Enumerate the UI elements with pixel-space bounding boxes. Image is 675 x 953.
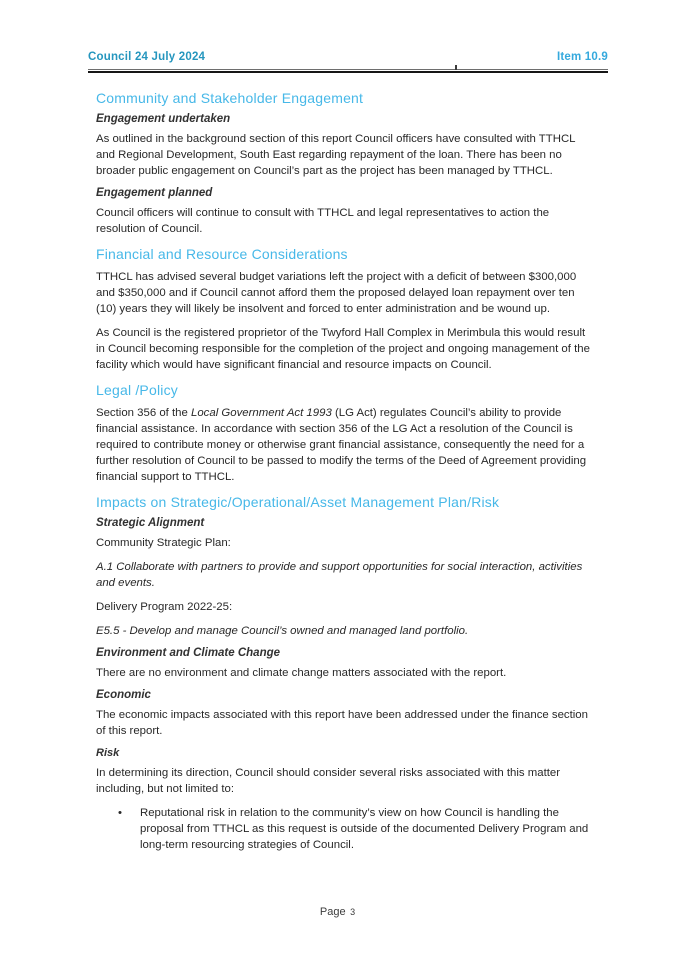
paragraph-environment: There are no environment and climate change matters associated with the report. [96,667,507,679]
paragraph-community-strategic-plan: Community Strategic Plan: [96,537,231,549]
paragraph-economic: The economic impacts associated with this report have been addressed under the finance section of this report. [96,709,588,737]
section-heading-financial: Financial and Resource Considerations [96,246,348,262]
paragraph-engagement-undertaken: As outlined in the background section of this report Council officers have consulted with TTHCL and Regional Development, South East regarding repayment of the loan. There has been no broader public engagement on Council’s part as the project has been managed by TTHCL. [96,133,576,177]
section-heading-community-engagement: Community and Stakeholder Engagement [96,90,364,106]
subheading-engagement-undertaken: Engagement undertaken [96,113,231,125]
risk-bullet-item [96,805,596,853]
footer-page-number: 3 [350,907,356,917]
page-footer [0,902,675,920]
paragraph-engagement-planned: Council officers will continue to consult with TTHCL and legal representatives to action the resolution of Council. [96,207,550,235]
subheading-engagement-planned: Engagement planned [96,187,213,199]
legal-act-title: Local Government Act 1993 [191,407,332,419]
header-rule-tick [455,65,457,70]
legal-text-after: (LG Act) regulates Council’s ability to provide financial assistance. In accordance with section 356 of the LG Act a resolution of the Council is required to contribute money or otherwise grant financial assistance, consequently the need for a further resolution of Council to be passed to modify the terms of the Deed of Agreement providing financial support to TTHCL. [96,407,587,483]
document-body [96,86,596,861]
header-council-date: Council 24 July 2024 [88,51,206,63]
page-header [88,51,608,63]
header-rule-thick-line [88,71,608,73]
section-heading-legal-policy: Legal /Policy [96,382,178,398]
paragraph-delivery-program: Delivery Program 2022-25: [96,601,233,613]
header-rule-thin-line [88,69,608,70]
risk-bullet-text: Reputational risk in relation to the community’s view on how Council is handling the proposal from TTHCL as this request is outside of the documented Delivery Program and long-term resourcing strategies of Council. [140,807,589,851]
subheading-risk: Risk [96,747,120,759]
paragraph-legal-policy [96,405,596,485]
paragraph-risk-intro: In determining its direction, Council should consider several risks associated with this matter including, but not limited to: [96,767,561,795]
subheading-strategic-alignment: Strategic Alignment [96,517,205,529]
paragraph-financial-2: As Council is the registered proprietor of the Twyford Hall Complex in Merimbula this would result in Council becoming responsible for the completion of the project and ongoing management of the facility which would have significant financial and resource impacts on Council. [96,327,590,371]
paragraph-delivery-item: E5.5 - Develop and manage Council’s owned and managed land portfolio. [96,625,469,637]
footer-page-label: Page [319,906,346,918]
subheading-economic: Economic [96,689,151,701]
header-rule [88,69,608,73]
header-item-number: Item 10.9 [556,51,608,63]
paragraph-csp-item: A.1 Collaborate with partners to provide and support opportunities for social interaction, activities and events. [96,561,583,589]
legal-text-before: Section 356 of the [96,407,191,419]
bullet-icon: • [118,807,122,819]
section-heading-impacts: Impacts on Strategic/Operational/Asset Management Plan/Risk [96,494,500,510]
paragraph-financial-1: TTHCL has advised several budget variations left the project with a deficit of between $300,000 and $350,000 and if Council cannot afford them the proposed delayed loan repayment over ten (10) years they will likely be insolvent and forced to enter administration and be wound up. [96,271,577,315]
subheading-environment-climate: Environment and Climate Change [96,647,281,659]
